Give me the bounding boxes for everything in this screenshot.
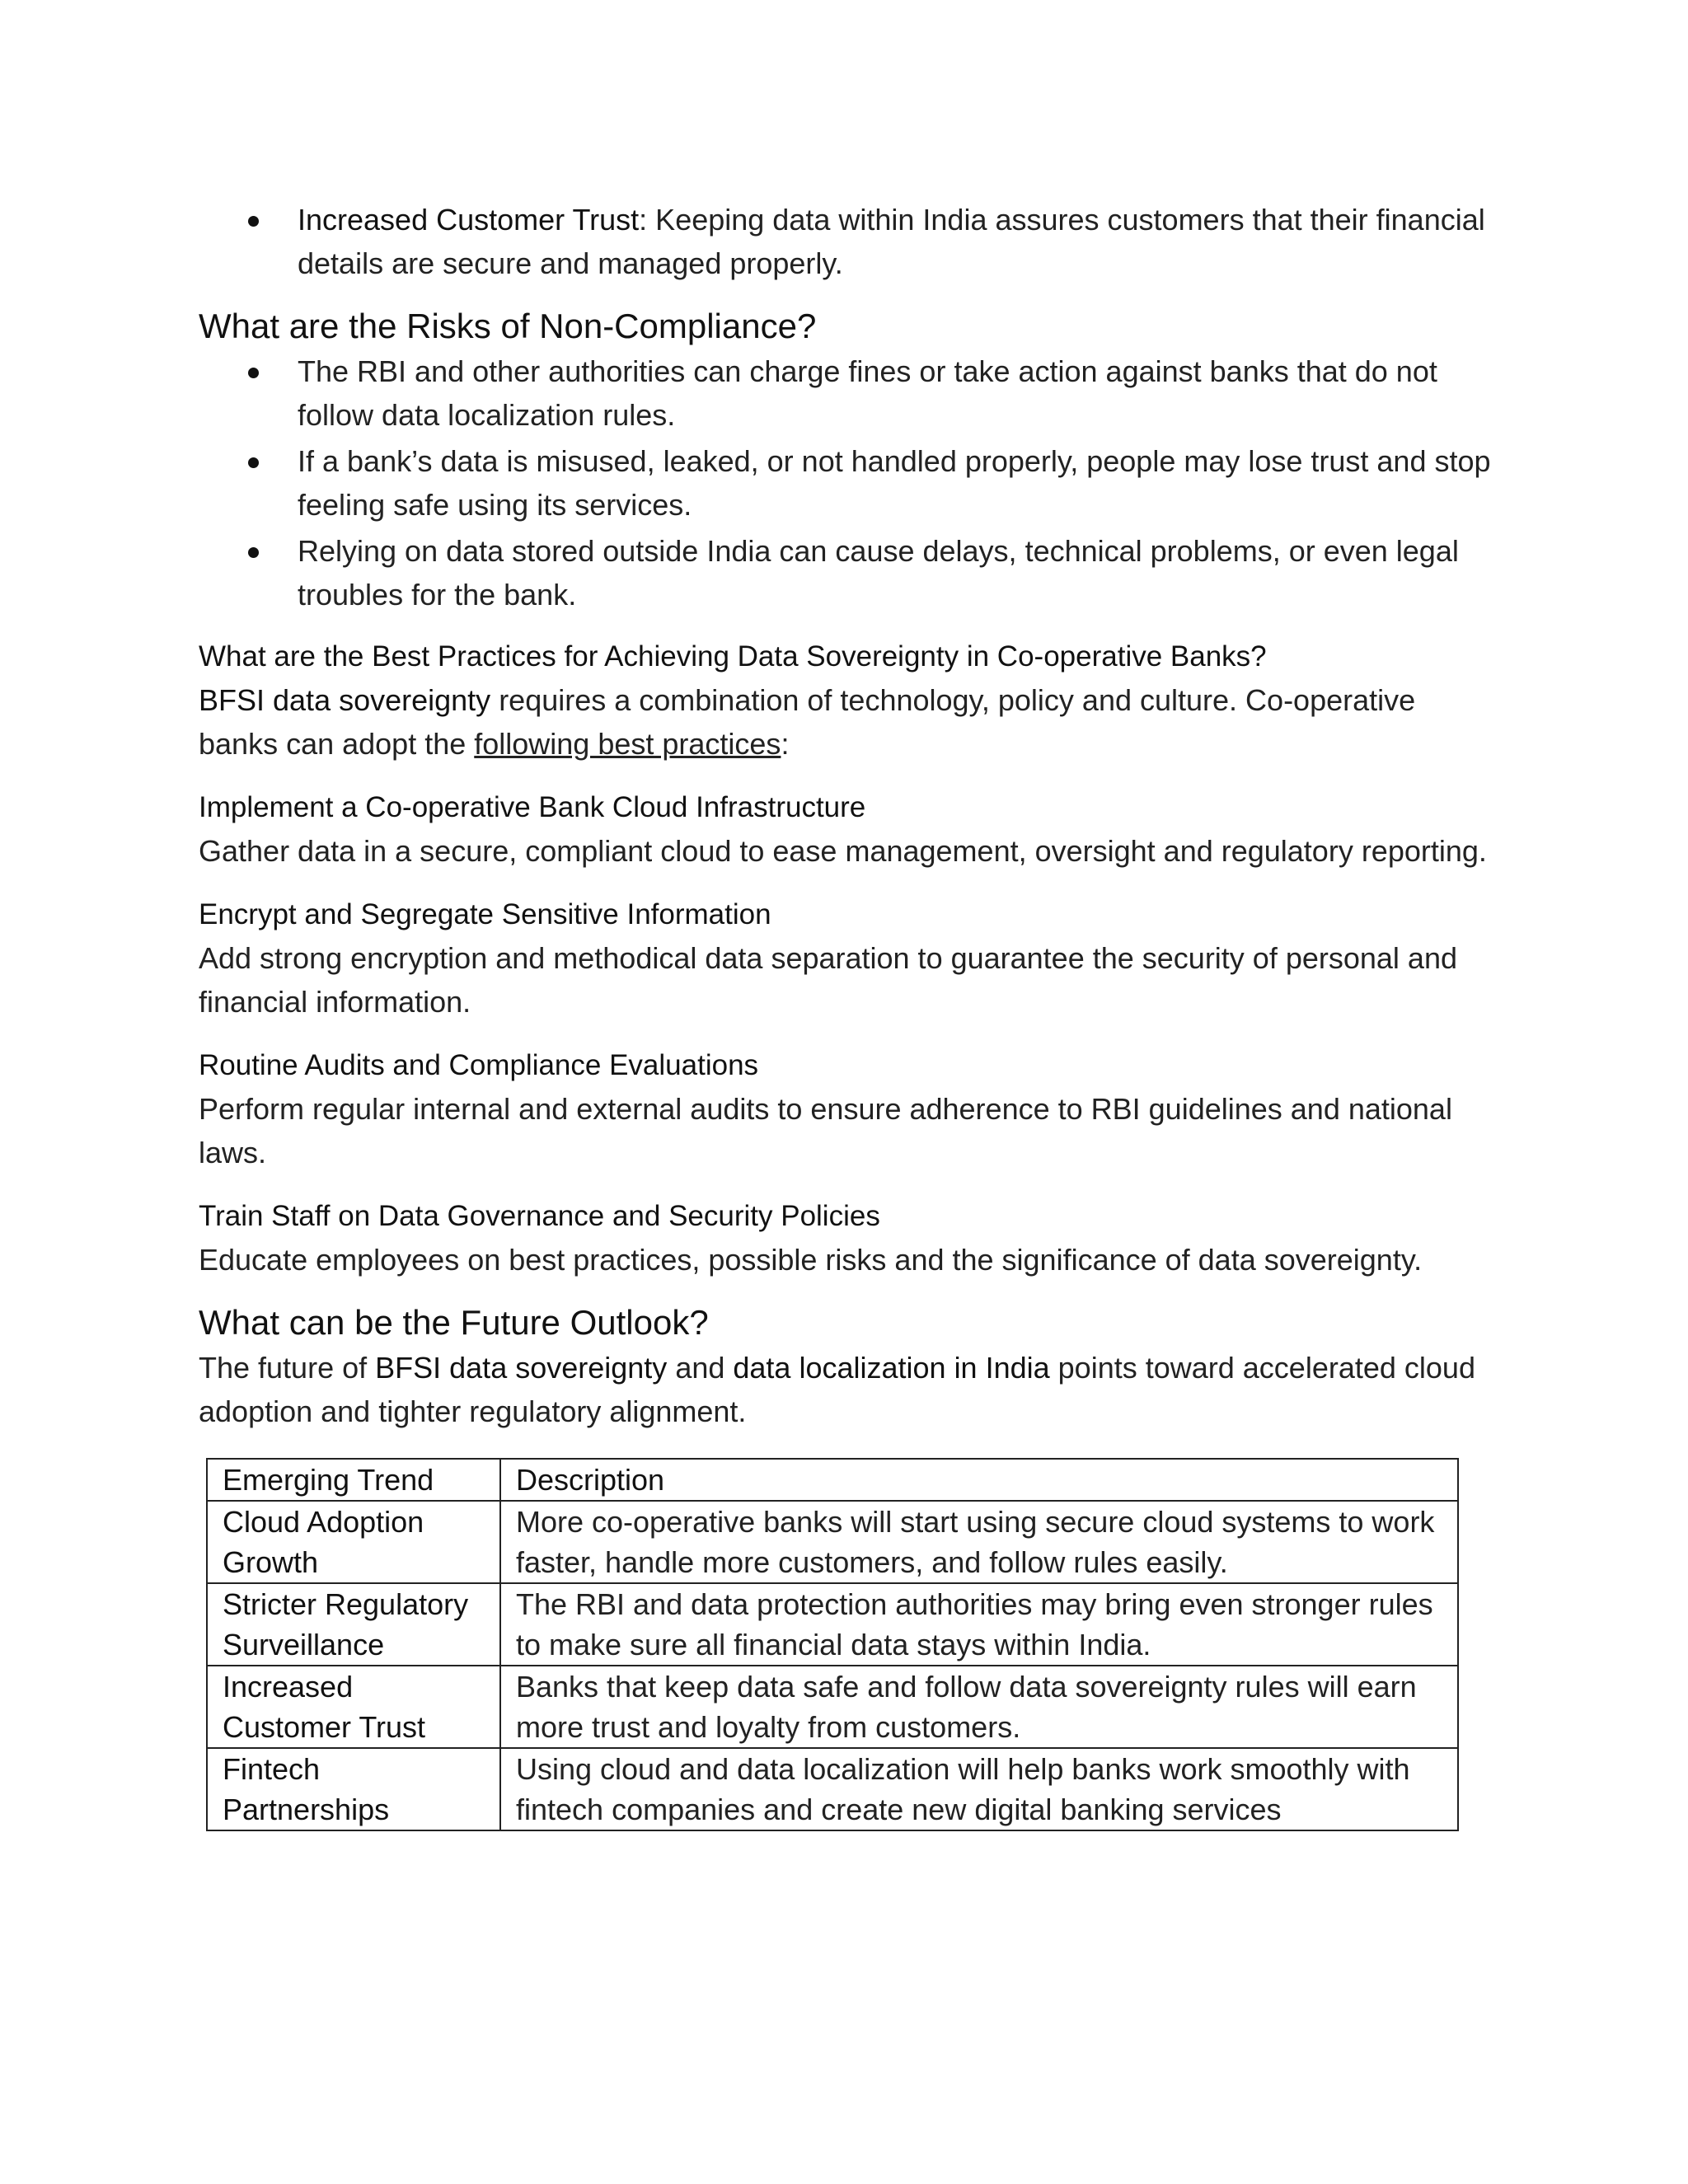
risk-text: If a bank’s data is misused, leaked, or not handled properly, people may lose trust and stop feeling safe using its services. (298, 444, 1491, 522)
intro-bullet-list (199, 198, 1493, 285)
table-row (207, 1666, 1458, 1748)
document-content (199, 198, 1493, 1831)
practice-section (199, 1043, 1493, 1174)
risk-text: The RBI and other authorities can charge fines or take action against banks that do not follow data localization rules. (298, 354, 1437, 432)
table-row (207, 1748, 1458, 1830)
practice-section (199, 1194, 1493, 1282)
risk-item (199, 529, 1493, 616)
practice-section (199, 893, 1493, 1024)
risk-text: Relying on data stored outside India can cause delays, technical problems, or even legal troubles for the bank. (298, 534, 1459, 612)
table-row (207, 1501, 1458, 1583)
practice-text: Educate employees on best practices, possible risks and the significance of data sovereignty. (199, 1243, 1423, 1277)
future-paragraph (199, 1346, 1493, 1433)
practice-text: Gather data in a secure, compliant cloud to ease management, oversight and regulatory reporting. (199, 834, 1487, 868)
practice-text: Perform regular internal and external audits to ensure adherence to RBI guidelines and national laws. (199, 1092, 1452, 1169)
table-header-row (207, 1459, 1458, 1501)
bullet-icon (248, 547, 259, 558)
trend-cell: Cloud Adoption Growth (207, 1501, 500, 1583)
best-practices-heading: What are the Best Practices for Achieving Data Sovereignty in Co-operative Banks? (199, 640, 1267, 673)
emerging-trends-table (206, 1458, 1459, 1831)
table-header-cell: Description (500, 1459, 1458, 1501)
bullet-icon (248, 457, 259, 468)
description-cell: Banks that keep data safe and follow data sovereignty rules will earn more trust and loyalty from customers. (500, 1666, 1458, 1748)
description-cell: More co-operative banks will start using secure cloud systems to work faster, handle more customers, and follow rules easily. (500, 1501, 1458, 1583)
risk-item (199, 349, 1493, 437)
intro-colon: : (781, 727, 790, 761)
practice-title: Encrypt and Segregate Sensitive Information (199, 898, 771, 930)
practice-title: Implement a Co-operative Bank Cloud Infrastructure (199, 791, 866, 823)
table-row (207, 1583, 1458, 1666)
description-cell: The RBI and data protection authorities may bring even stronger rules to make sure all financial data stays within India. (500, 1583, 1458, 1666)
practice-title: Routine Audits and Compliance Evaluations (199, 1049, 759, 1081)
trend-cell: Stricter Regulatory Surveillance (207, 1583, 500, 1666)
best-practices-intro (199, 678, 1493, 766)
risk-item (199, 439, 1493, 527)
localization-term: data localization in India (733, 1351, 1050, 1385)
risks-list (199, 349, 1493, 616)
bullet-icon (248, 368, 259, 378)
practice-title: Train Staff on Data Governance and Security Policies (199, 1200, 880, 1232)
best-practices-link[interactable]: following best practices (474, 727, 781, 761)
trend-cell: Fintech Partnerships (207, 1748, 500, 1830)
table-header-cell: Emerging Trend (207, 1459, 500, 1501)
risks-heading: What are the Risks of Non-Compliance? (199, 307, 817, 345)
bullet-increased-customer-trust (199, 198, 1493, 285)
intro-text: requires a combination of technology, policy and culture. Co-operative banks can adopt the (199, 683, 1416, 761)
trend-cell: Increased Customer Trust (207, 1666, 500, 1748)
future-text: points toward accelerated cloud adoption and tighter regulatory alignment. (199, 1351, 1475, 1428)
future-text: The future of (199, 1351, 376, 1385)
future-heading: What can be the Future Outlook? (199, 1303, 709, 1342)
bfsi-term: BFSI data sovereignty (375, 1351, 668, 1385)
future-text: and (667, 1351, 734, 1385)
practice-text: Add strong encryption and methodical data separation to guarantee the security of personal and financial information. (199, 941, 1457, 1019)
bullet-icon (248, 216, 259, 227)
description-cell: Using cloud and data localization will help banks work smoothly with fintech companies and create new digital banking services (500, 1748, 1458, 1830)
bullet-text: : Keeping data within India assures customers that their financial details are secure and managed properly. (298, 203, 1485, 280)
bfsi-term: BFSI data sovereignty (199, 683, 491, 717)
practice-section (199, 785, 1493, 873)
bullet-title: Increased Customer Trust (298, 203, 640, 237)
